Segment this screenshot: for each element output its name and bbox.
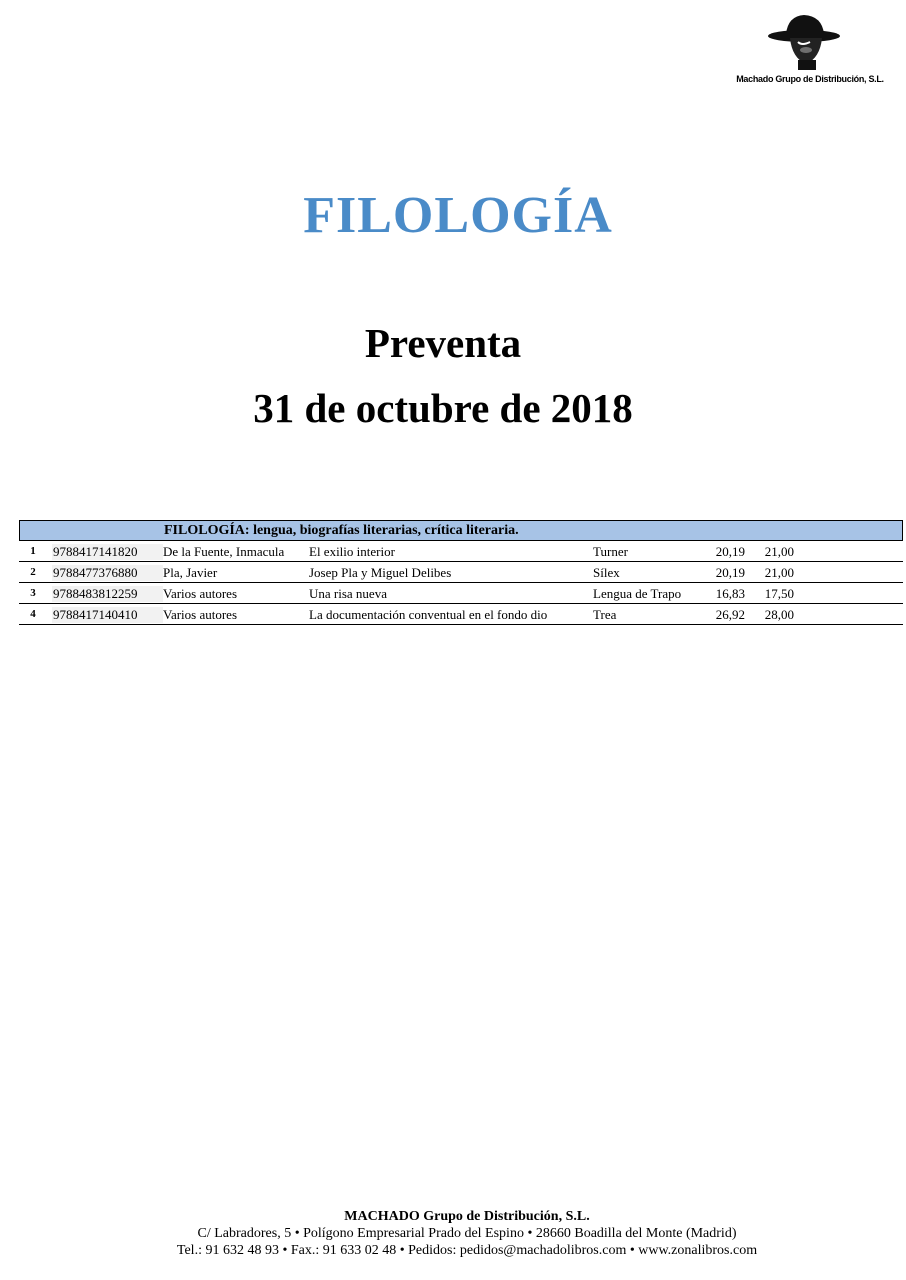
- author-cell: De la Fuente, Inmacula: [163, 544, 285, 559]
- footer-contact: Tel.: 91 632 48 93 • Fax.: 91 633 02 48 • Pedidos: pedidos@machadolibros.com • www.zonalibros.com: [176, 1243, 758, 1258]
- footer-address: C/ Labradores, 5 • Polígono Empresarial Prado del Espino • 28660 Boadilla del Monte (Madrid): [197, 1226, 737, 1241]
- row-number: 4: [30, 608, 36, 620]
- author-cell: Varios autores: [163, 607, 238, 622]
- company-logo: [736, 12, 884, 94]
- isbn-cell: 9788417140410: [52, 607, 163, 623]
- publisher-cell: Lengua de Trapo: [593, 586, 682, 601]
- price-net-cell: 20,19: [715, 565, 745, 580]
- isbn-cell: 9788483812259: [52, 586, 163, 602]
- price-net-cell: 20,19: [715, 544, 745, 559]
- price-cell: 17,50: [764, 586, 794, 601]
- publisher-cell: Sílex: [593, 565, 620, 580]
- page-subtitle: Preventa: [364, 320, 522, 366]
- table-row: [19, 583, 903, 604]
- book-title-cell: Una risa nueva: [309, 586, 387, 601]
- table-row: [19, 562, 903, 583]
- publisher-cell: Trea: [593, 607, 617, 622]
- publisher-cell: Turner: [593, 544, 628, 559]
- section-header-label: FILOLOGÍA: lengua, biografías literarias, crítica literaria.: [164, 523, 519, 538]
- page-date: 31 de octubre de 2018: [253, 385, 633, 431]
- table-section-header: [19, 520, 903, 541]
- book-table: [19, 520, 903, 625]
- table-row: [19, 541, 903, 562]
- table-row: [19, 604, 903, 625]
- footer: [0, 1208, 906, 1259]
- price-cell: 21,00: [764, 565, 794, 580]
- book-title-cell: Josep Pla y Miguel Delibes: [309, 565, 452, 580]
- hat-man-logo-icon: [764, 12, 856, 74]
- isbn-cell: 9788417141820: [52, 544, 163, 560]
- book-title-cell: El exilio interior: [309, 544, 395, 559]
- author-cell: Pla, Javier: [163, 565, 218, 580]
- row-number: 1: [30, 545, 36, 557]
- price-cell: 28,00: [764, 607, 794, 622]
- row-number: 3: [30, 587, 36, 599]
- book-title-cell: La documentación conventual en el fondo dio: [309, 607, 548, 622]
- price-cell: 21,00: [764, 544, 794, 559]
- price-net-cell: 26,92: [715, 607, 745, 622]
- row-number: 2: [30, 566, 36, 578]
- logo-company-name: Machado Grupo de Distribución, S.L.: [736, 74, 884, 84]
- page-title: FILOLOGÍA: [303, 187, 613, 244]
- price-net-cell: 16,83: [715, 586, 745, 601]
- footer-company: MACHADO Grupo de Distribución, S.L.: [344, 1209, 590, 1224]
- author-cell: Varios autores: [163, 586, 238, 601]
- isbn-cell: 9788477376880: [52, 565, 163, 581]
